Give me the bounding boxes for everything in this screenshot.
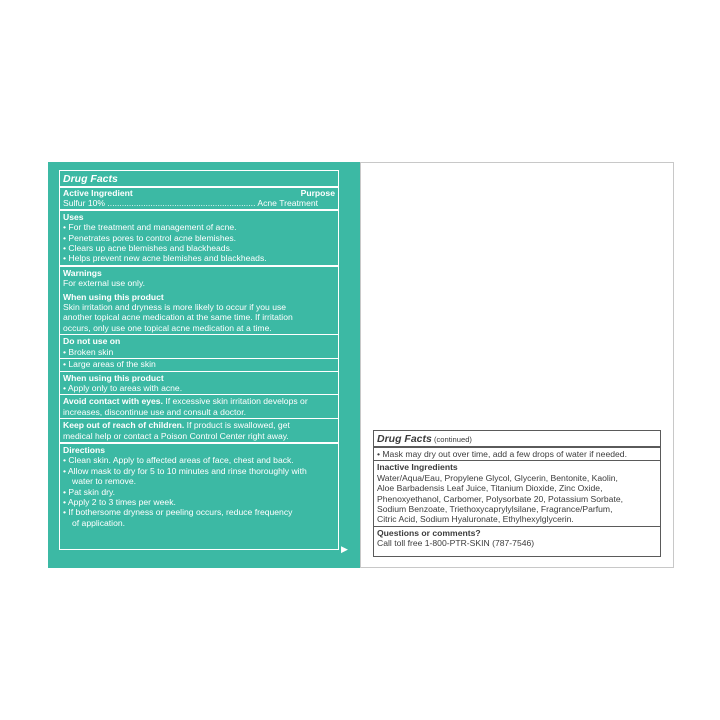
- directions-item: • Apply 2 to 3 times per week.: [63, 496, 176, 507]
- questions-phone: Call toll free 1-800-PTR-SKIN (787-7546): [377, 538, 535, 549]
- directions-item: of application.: [72, 517, 126, 528]
- warnings-text: For external use only.: [63, 278, 145, 289]
- do-not-use-item: • Broken skin: [63, 346, 114, 357]
- active-ingredient-header-row: [60, 188, 338, 198]
- directions-item: • Allow mask to dry for 5 to 10 minutes and rinse thoroughly with: [63, 465, 307, 476]
- when-using-header: When using this product: [63, 291, 164, 302]
- warnings-section: [60, 267, 338, 334]
- keep-out-header: Keep out of reach of children.: [63, 420, 185, 431]
- directions-item: • If bothersome dryness or peeling occurs, reduce frequency: [63, 507, 293, 518]
- when-using-line-2: • Apply only to areas with acne.: [63, 382, 183, 393]
- active-ingredient-header: Active Ingredient: [63, 188, 133, 198]
- inactive-ingredients-line: Water/Aqua/Eau, Propylene Glycol, Glycerin, Bentonite, Kaolin,: [377, 472, 618, 483]
- do-not-use-header: Do not use on: [63, 336, 121, 347]
- inactive-ingredients-line: Aloe Barbadensis Leaf Juice, Titanium Dioxide, Zinc Oxide,: [377, 483, 603, 494]
- left-panel: [48, 162, 360, 568]
- right-triangle-icon: ▶: [341, 544, 348, 554]
- uses-item: • Helps prevent new acne blemishes and blackheads.: [63, 253, 267, 264]
- warnings-header: Warnings: [63, 267, 102, 278]
- when-using-line: occurs, only use one topical acne medication at a time.: [63, 322, 272, 333]
- inactive-ingredients-section: [374, 461, 660, 525]
- avoid-text-2: increases, discontinue use and consult a doctor.: [63, 406, 246, 417]
- uses-item: • Clears up acne blemishes and blackheads.: [63, 243, 233, 254]
- do-not-use-section: [60, 335, 338, 358]
- keep-out-text: If product is swallowed, get: [184, 420, 290, 431]
- do-not-use-item: • Large areas of the skin: [63, 359, 156, 370]
- mask-note: • Mask may dry out over time, add a few drops of water if needed.: [377, 449, 627, 459]
- questions-section: [374, 527, 660, 550]
- uses-section: [60, 211, 338, 265]
- active-ingredient-line: Sulfur 10% .............................................................. Acne Treatment: [63, 198, 319, 209]
- drug-facts-continued-box: [373, 430, 661, 557]
- when-using-line: another topical acne medication at the same time. If irritation: [63, 312, 293, 323]
- drug-facts-box: [59, 170, 339, 550]
- drug-facts-continued-title: Drug Facts (continued): [377, 433, 472, 445]
- avoid-text: If excessive skin irritation develops or: [162, 396, 308, 407]
- purpose-header: Purpose: [300, 188, 335, 198]
- when-using-header-2: When using this product: [63, 372, 164, 383]
- uses-header: Uses: [63, 211, 84, 222]
- directions-header: Directions: [63, 444, 106, 455]
- inactive-ingredients-line: Sodium Benzoate, Triethoxycaprylylsilane, Fragrance/Parfum,: [377, 504, 613, 515]
- directions-item: • Pat skin dry.: [63, 486, 116, 497]
- avoid-section: [60, 395, 338, 418]
- avoid-header: Avoid contact with eyes.: [63, 396, 163, 407]
- directions-item: water to remove.: [72, 476, 136, 487]
- questions-header: Questions or comments?: [377, 527, 481, 538]
- keep-out-text-2: medical help or contact a Poison Control Center right away.: [63, 430, 289, 441]
- when-using-line: Skin irritation and dryness is more likely to occur if you use: [63, 302, 287, 313]
- when-using-section-2: [60, 372, 338, 395]
- inactive-ingredients-header: Inactive Ingredients: [377, 462, 458, 473]
- uses-item: • For the treatment and management of acne.: [63, 222, 237, 233]
- keep-out-section: [60, 419, 338, 442]
- drug-facts-title: Drug Facts: [63, 173, 118, 185]
- inactive-ingredients-line: Phenoxyethanol, Carbomer, Polysorbate 20, Potassium Sorbate,: [377, 493, 624, 504]
- uses-item: • Penetrates pores to control acne blemishes.: [63, 232, 237, 243]
- inactive-ingredients-line: Citric Acid, Sodium Hyaluronate, Ethylhexylglycerin.: [377, 514, 574, 525]
- directions-section: [60, 444, 338, 529]
- directions-item: • Clean skin. Apply to affected areas of face, chest and back.: [63, 455, 294, 466]
